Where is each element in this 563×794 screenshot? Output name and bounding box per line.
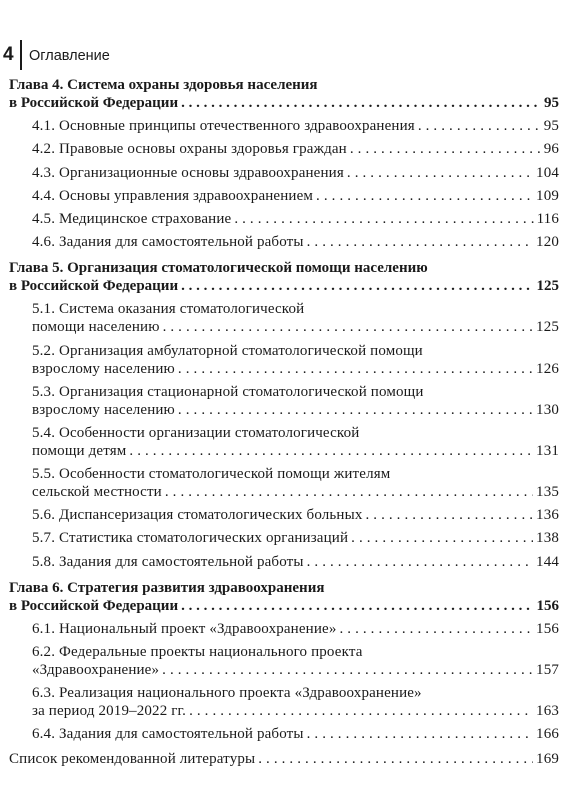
section-title: 5.5. Особенности стоматологической помощи жителям — [32, 466, 391, 483]
section-entry[interactable] — [9, 383, 559, 419]
dot-leader — [316, 187, 533, 205]
section-line — [32, 483, 559, 501]
section-line — [32, 233, 559, 251]
section-entry[interactable] — [9, 164, 559, 182]
section-title: 4.3. Организационные основы здравоохранения — [32, 164, 344, 181]
header-divider — [20, 40, 22, 70]
section-entry[interactable] — [9, 210, 559, 228]
section-entry[interactable] — [9, 300, 559, 336]
section-title: 5.8. Задания для самостоятельной работы — [32, 553, 304, 570]
chapter-title-line — [9, 277, 559, 295]
section-line — [32, 506, 559, 524]
section-title: 5.1. Система оказания стоматологической — [32, 301, 305, 318]
section-title-cont: за период 2019–2022 гг. — [32, 703, 187, 720]
table-of-contents — [9, 76, 559, 768]
section-line — [32, 661, 559, 679]
section-line — [32, 529, 559, 547]
section-page-number: 96 — [543, 141, 559, 158]
section-page-number: 109 — [536, 187, 559, 204]
dot-leader — [350, 140, 541, 158]
section-line — [32, 140, 559, 158]
section-title-cont: помощи детям — [32, 442, 127, 459]
section-page-number: 95 — [543, 118, 559, 135]
bibliography-page-number: 169 — [536, 751, 559, 768]
section-entry[interactable] — [9, 553, 559, 571]
section-entry[interactable] — [9, 725, 559, 743]
chapter-title: Глава 4. Система охраны здоровья населения — [9, 77, 318, 93]
section-title: 4.4. Основы управления здравоохранением — [32, 187, 314, 204]
dot-leader — [181, 277, 533, 295]
dot-leader — [181, 597, 533, 615]
section-title: 6.4. Задания для самостоятельной работы — [32, 726, 304, 743]
section-title-cont: сельской местности — [32, 484, 162, 501]
section-title: 4.6. Задания для самостоятельной работы — [32, 234, 304, 251]
section-entry[interactable] — [9, 529, 559, 547]
dot-leader — [307, 553, 533, 571]
chapter-page-number: 156 — [536, 597, 559, 614]
chapter-entry[interactable] — [9, 259, 559, 295]
section-title: 5.3. Организация стационарной стоматологической помощи — [32, 383, 424, 400]
section-entry[interactable] — [9, 424, 559, 460]
chapter-page-number: 95 — [544, 95, 559, 111]
section-page-number: 166 — [536, 726, 559, 743]
chapter-title-cont: в Российской Федерации — [9, 95, 179, 111]
section-entry[interactable] — [9, 684, 559, 720]
section-title: 6.1. Национальный проект «Здравоохранение» — [32, 620, 337, 637]
section-title-cont: взрослому населению — [32, 401, 175, 418]
chapter-title-cont: в Российской Федерации — [9, 278, 179, 295]
section-entry[interactable] — [9, 465, 559, 501]
section-entry[interactable] — [9, 643, 559, 679]
section-title: 5.4. Особенности организации стоматологической — [32, 424, 360, 441]
section-line — [32, 725, 559, 743]
section-page-number: 130 — [536, 401, 559, 418]
section-title-cont: помощи населению — [32, 319, 160, 336]
section-title: 5.2. Организация амбулаторной стоматологической помощи — [32, 342, 423, 359]
dot-leader — [129, 442, 533, 460]
section-title: 5.6. Диспансеризация стоматологических больных — [32, 507, 363, 524]
section-title: 4.5. Медицинское страхование — [32, 210, 232, 227]
chapter-page-number: 125 — [536, 278, 559, 295]
section-line — [32, 164, 559, 182]
chapter-title-cont: в Российской Федерации — [9, 597, 179, 614]
chapter-title: Глава 5. Организация стоматологической помощи населению — [9, 260, 428, 277]
section-page-number: 120 — [536, 234, 559, 251]
chapter-title: Глава 6. Стратегия развития здравоохранения — [9, 579, 325, 596]
section-line — [32, 117, 559, 135]
section-title-cont: взрослому населению — [32, 360, 175, 377]
section-page-number: 104 — [536, 164, 559, 181]
dot-leader — [258, 750, 533, 768]
dot-leader — [339, 620, 533, 638]
section-page-number: 157 — [536, 662, 559, 678]
section-page-number: 125 — [536, 319, 559, 336]
dot-leader — [189, 702, 533, 720]
section-page-number: 138 — [536, 530, 559, 547]
dot-leader — [307, 233, 533, 251]
section-title: 4.2. Правовые основы охраны здоровья граждан — [32, 141, 347, 158]
section-page-number: 136 — [536, 507, 559, 524]
section-entry[interactable] — [9, 187, 559, 205]
section-line — [32, 210, 559, 228]
section-line — [32, 401, 559, 419]
bibliography-title: Список рекомендованной литературы — [9, 751, 256, 768]
dot-leader — [178, 401, 533, 419]
section-entry[interactable] — [9, 620, 559, 638]
dot-leader — [351, 529, 533, 547]
section-title: 6.3. Реализация национального проекта «Здравоохранение» — [32, 685, 422, 702]
section-page-number: 116 — [536, 210, 559, 227]
section-title: 6.2. Федеральные проекты национального проекта — [32, 644, 363, 660]
section-line — [32, 442, 559, 460]
section-title: 5.7. Статистика стоматологических организаций — [32, 530, 349, 547]
section-title: 4.1. Основные принципы отечественного здравоохранения — [32, 118, 415, 135]
section-line — [32, 702, 559, 720]
section-line — [32, 553, 559, 571]
section-entry[interactable] — [9, 140, 559, 158]
chapter-entry[interactable] — [9, 76, 559, 112]
section-line — [32, 318, 559, 336]
section-line — [32, 620, 559, 638]
section-line — [32, 360, 559, 378]
header-title: Оглавление — [29, 48, 110, 64]
section-entry[interactable] — [9, 506, 559, 524]
running-header — [0, 44, 563, 70]
section-page-number: 131 — [536, 442, 559, 459]
section-page-number: 163 — [536, 703, 559, 720]
dot-leader — [307, 725, 533, 743]
section-entry[interactable] — [9, 342, 559, 378]
bibliography-entry[interactable] — [9, 750, 559, 768]
section-title-cont: «Здравоохранение» — [32, 662, 160, 678]
section-page-number: 126 — [536, 360, 559, 377]
page-number: 4 — [3, 44, 14, 65]
dot-leader — [234, 210, 533, 228]
section-page-number: 144 — [536, 553, 559, 570]
chapter-title-line — [9, 597, 559, 615]
dot-leader — [347, 164, 533, 182]
dot-leader — [165, 483, 533, 501]
section-page-number: 135 — [536, 484, 559, 501]
chapter-title-line — [9, 94, 559, 112]
dot-leader — [163, 318, 533, 336]
section-entry[interactable] — [9, 117, 559, 135]
dot-leader — [418, 117, 541, 135]
section-page-number: 156 — [536, 620, 559, 637]
dot-leader — [178, 360, 533, 378]
dot-leader — [181, 94, 541, 112]
dot-leader — [162, 661, 533, 679]
section-line — [32, 187, 559, 205]
dot-leader — [365, 506, 533, 524]
section-entry[interactable] — [9, 233, 559, 251]
chapter-entry[interactable] — [9, 579, 559, 615]
